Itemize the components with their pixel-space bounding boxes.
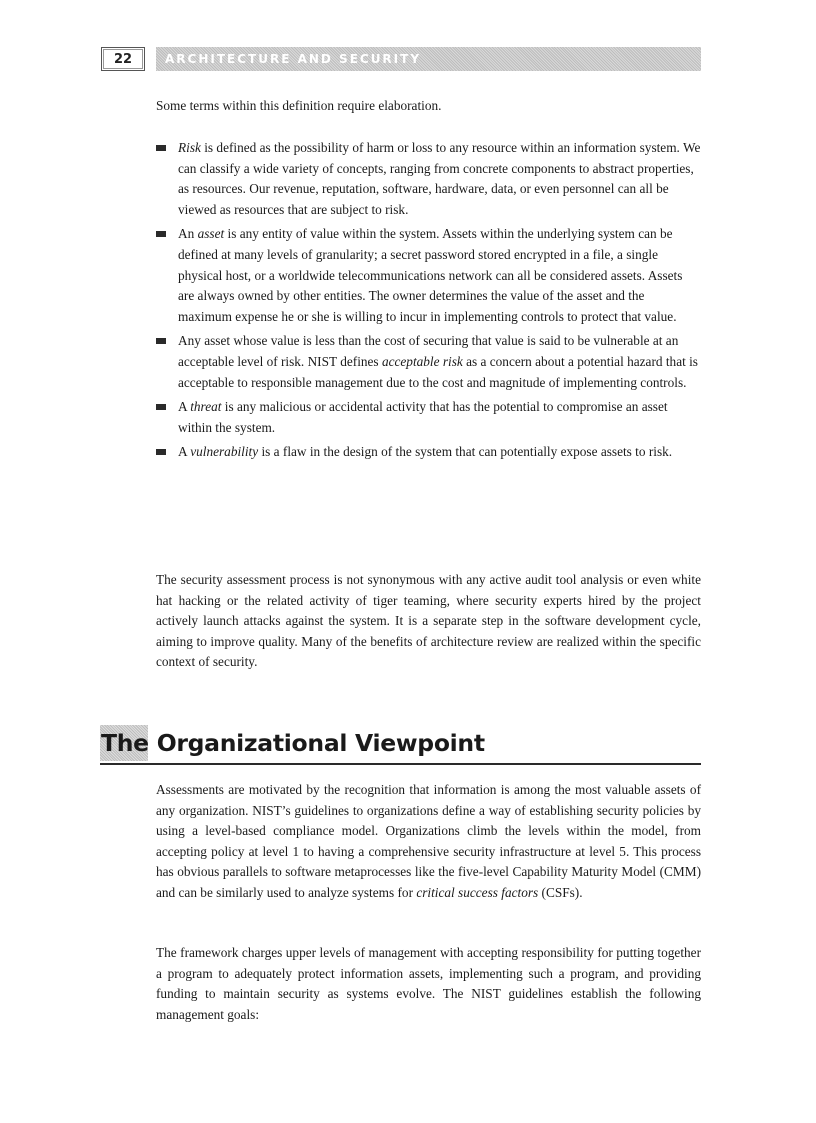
square-bullet-icon [156, 231, 166, 237]
framework-paragraph: The framework charges upper levels of management with accepting responsibility for putting together a program to adequately protect information assets, implementing such a program, and providing funding to maintain security as systems evolve. The NIST guidelines establish the following management goals: [156, 945, 701, 1022]
definitions-list [156, 138, 701, 467]
list-item: A vulnerability is a flaw in the design of the system that can potentially expose assets to risk. [156, 442, 701, 463]
page-number: 22 [101, 47, 145, 71]
heading-rule [100, 763, 701, 765]
defined-term: Risk [178, 140, 201, 155]
section-title: The Organizational Viewpoint [101, 729, 485, 757]
running-head [156, 47, 701, 71]
framework-block [156, 943, 701, 1025]
section-heading [100, 725, 701, 765]
intro-block [156, 96, 701, 117]
page-header [101, 47, 701, 71]
square-bullet-icon [156, 145, 166, 151]
square-bullet-icon [156, 449, 166, 455]
assessment-block [156, 570, 701, 673]
defined-term: acceptable risk [381, 353, 463, 369]
list-item: Risk is defined as the possibility of harm or loss to any resource within an information system. We can classify a wide variety of concepts, ranging from concrete components to abstract properties, as resources. Our revenue, reputation, software, hardware, data, or even personnel can all be viewed as resources that are subject to risk. [156, 138, 701, 220]
assessment-paragraph: The security assessment process is not synonymous with any active audit tool analysis or even white hat hacking or the related activity of tiger teaming, where security experts hired by the project actively launch attacks against the system. It is a separate step in the software development cycle, aiming to improve quality. Many of the benefits of architecture review are realized within the specific context of security. [156, 572, 701, 670]
defined-term: asset [197, 226, 225, 242]
org-viewpoint-paragraph: Assessments are motivated by the recognition that information is among the most valuable assets of any organization. NIST’s guidelines to organizations define a way of establishing security policies by using a level-based compliance model. Organizations climb the levels within the model, from accepting policy at level 1 to having a comprehensive security infrastructure at level 5. This process has obvious parallels to software metaprocesses like the five-level Capability Maturity Model (CMM) and can be similarly used to analyze systems for critical success factors (CSFs). [156, 782, 701, 900]
list-item: A threat is any malicious or accidental activity that has the potential to compromise an asset within the system. [156, 397, 701, 438]
running-head-title: ARCHITECTURE AND SECURITY [165, 52, 422, 66]
list-item: Any asset whose value is less than the cost of securing that value is said to be vulnerable at an acceptable level of risk. NIST defines acceptable risk as a concern about a potential hazard that is acceptable to responsible management due to the cost and magnitude of implementing controls. [156, 331, 701, 393]
defined-term: critical success factors [416, 884, 539, 900]
org-viewpoint-block [156, 780, 701, 904]
square-bullet-icon [156, 338, 166, 344]
intro-paragraph: Some terms within this definition require elaboration. [156, 98, 442, 113]
square-bullet-icon [156, 404, 166, 410]
defined-term: vulnerability [190, 444, 259, 460]
defined-term: threat [190, 399, 222, 415]
list-item: An asset is any entity of value within the system. Assets within the underlying system can be defined at many levels of granularity; a secret password stored encrypted in a file, a single physical host, or a worldwide telecommunications network can all be considered assets. Assets are always owned by other entities. The owner determines the value of the asset and the maximum expense he or she is willing to incur in implementing controls to protect that value. [156, 224, 701, 327]
